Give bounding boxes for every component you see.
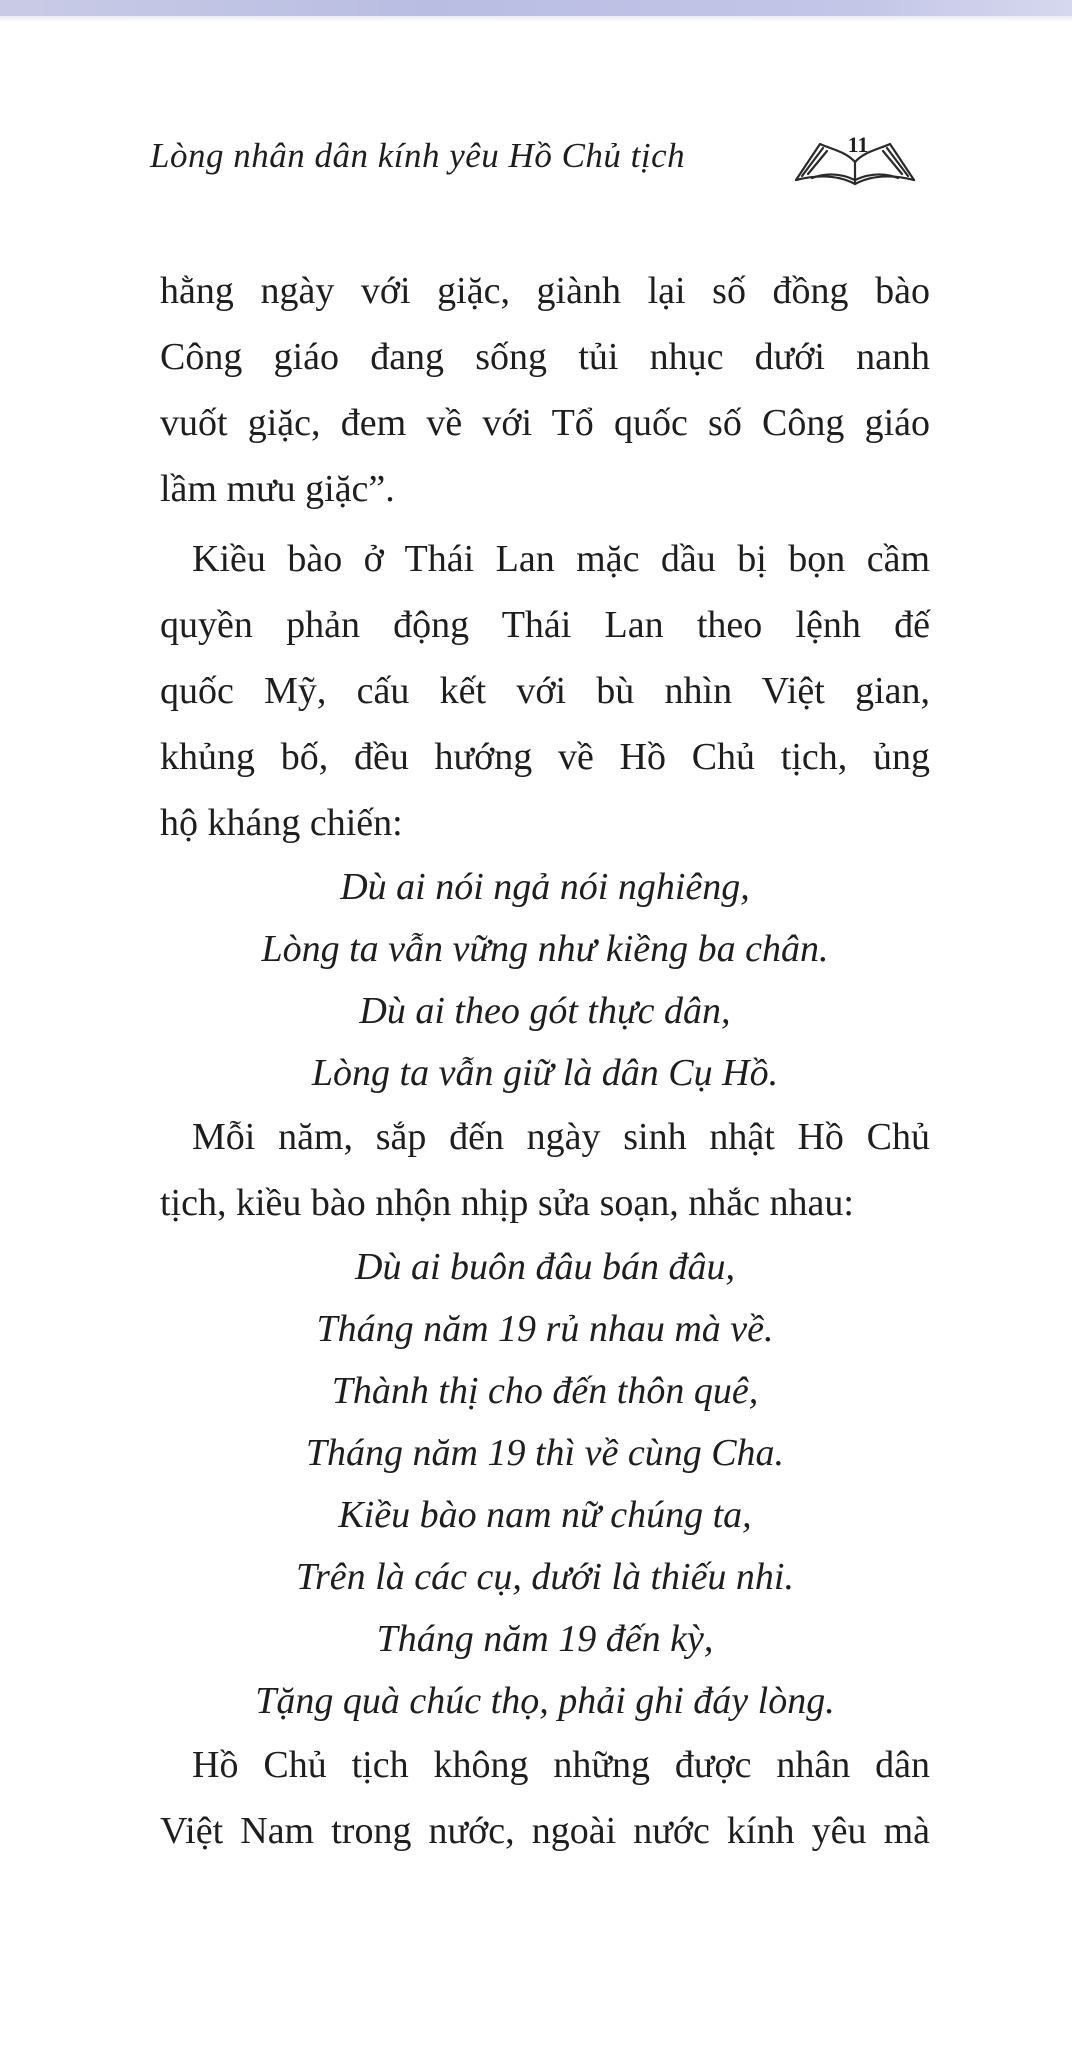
page-number: 11 xyxy=(847,132,869,157)
paragraph-thailand-overseas xyxy=(160,526,930,856)
text-line: tịch, kiều bào nhộn nhịp sửa soạn, nhắc nhau: xyxy=(160,1182,854,1224)
text-line: khủng bố, đều hướng về Hồ Chủ tịch, ủng xyxy=(160,736,930,778)
text-line: Kiều bào ở Thái Lan mặc dầu bị bọn cầm xyxy=(192,538,930,580)
text-line: quốc Mỹ, cấu kết với bù nhìn Việt gian, xyxy=(160,670,930,712)
text-line: Mỗi năm, sắp đến ngày sinh nhật Hồ Chủ xyxy=(192,1116,930,1158)
verse-line: Dù ai nói ngả nói nghiêng, xyxy=(340,866,750,908)
verse-line: Thành thị cho đến thôn quê, xyxy=(331,1370,759,1412)
text-line: hộ kháng chiến: xyxy=(160,802,403,844)
paragraph-birthday xyxy=(160,1104,930,1236)
verse-block-2 xyxy=(160,1236,930,1732)
page-header xyxy=(150,122,950,192)
verse-line: Tặng quà chúc thọ, phải ghi đáy lòng. xyxy=(255,1680,835,1722)
running-title: Lòng nhân dân kính yêu Hồ Chủ tịch xyxy=(150,136,686,175)
verse-line: Tháng năm 19 thì về cùng Cha. xyxy=(305,1432,785,1474)
paragraph-final xyxy=(160,1732,930,1864)
text-line: Công giáo đang sống tủi nhục dưới nanh xyxy=(160,336,930,378)
verse-line: Tháng năm 19 đến kỳ, xyxy=(376,1618,714,1660)
verse-line: Kiều bào nam nữ chúng ta, xyxy=(338,1494,752,1536)
verse-line: Dù ai buôn đâu bán đâu, xyxy=(355,1246,735,1288)
verse-line: Lòng ta vẫn giữ là dân Cụ Hồ. xyxy=(311,1052,779,1094)
verse-block-1 xyxy=(160,856,930,1104)
verse-line: Trên là các cụ, dưới là thiếu nhi. xyxy=(295,1556,794,1598)
verse-line: Lòng ta vẫn vững như kiềng ba chân. xyxy=(261,928,829,970)
verse-line: Tháng năm 19 rủ nhau mà về. xyxy=(316,1308,774,1350)
text-line: hằng ngày với giặc, giành lại số đồng bào xyxy=(160,270,930,312)
page-body xyxy=(160,258,930,1864)
text-line: quyền phản động Thái Lan theo lệnh đế xyxy=(160,604,930,646)
text-line: vuốt giặc, đem về với Tổ quốc số Công giáo xyxy=(160,402,930,444)
paragraph-continued xyxy=(160,258,930,522)
text-line: Hồ Chủ tịch không những được nhân dân xyxy=(192,1744,930,1786)
verse-line: Dù ai theo gót thực dân, xyxy=(359,990,731,1032)
text-line: lầm mưu giặc”. xyxy=(160,468,395,510)
text-line: Việt Nam trong nước, ngoài nước kính yêu mà xyxy=(160,1810,930,1852)
